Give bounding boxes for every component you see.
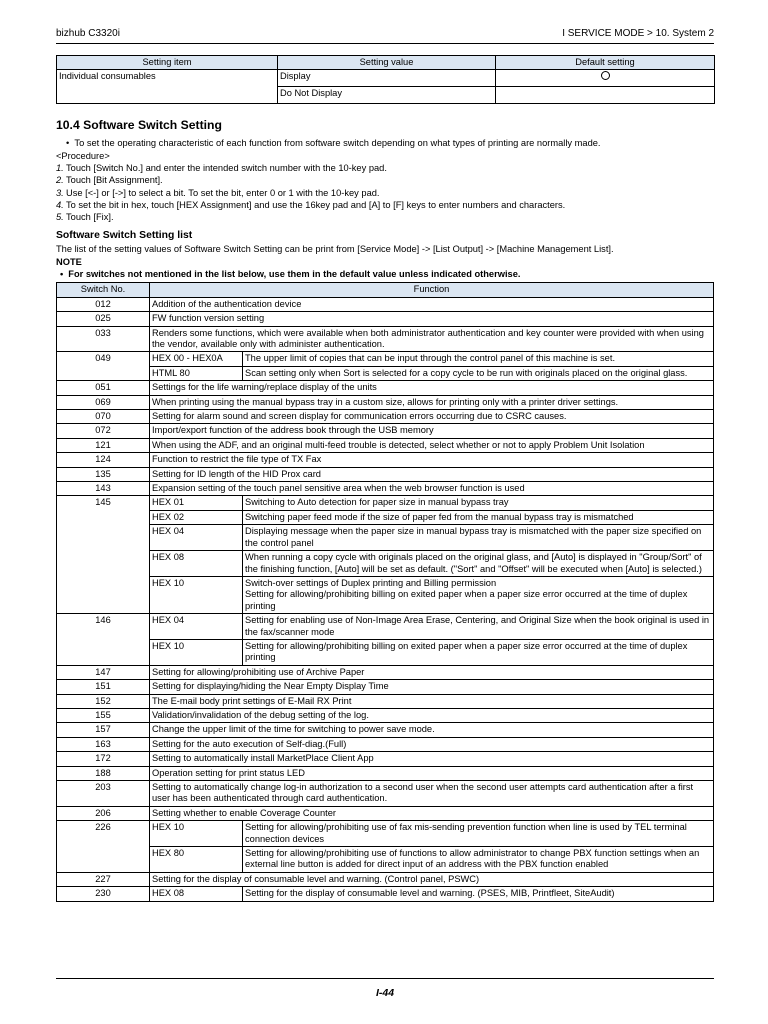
table-row [57,766,714,780]
table-row [57,665,714,679]
table-row [57,737,714,751]
table-row [57,424,714,438]
switch-function: Setting to automatically change log-in authorization to a second user when the second user attempts card authentication after a first user has been authenticated through card authentication. [150,781,714,807]
settings-value-hide: Do Not Display [278,87,496,104]
switch-number: 033 [57,326,150,352]
settings-default-empty [496,87,715,104]
switch-function: Setting for the display of consumable level and warning. (Control panel, PSWC) [150,872,714,886]
settings-value-display: Display [278,70,496,87]
switch-number: 172 [57,752,150,766]
list-description: The list of the setting values of Software Switch Setting can be print from [Service Mode] -> [List Output] -> [Machine Management List]. [56,244,614,255]
switch-number: 025 [57,312,150,326]
procedure-label: <Procedure> [56,150,110,161]
header-breadcrumb: I SERVICE MODE > 10. System 2 [562,28,714,39]
switch-number: 121 [57,438,150,452]
switch-number: 069 [57,395,150,409]
table-row [57,680,714,694]
switch-function: Expansion setting of the touch panel sensitive area when the web browser function is used [150,482,714,496]
switch-number: 230 [57,887,150,901]
table-row [57,781,714,807]
table-row [57,639,714,665]
table-row [57,381,714,395]
table-row [57,847,714,873]
switch-function: The upper limit of copies that can be input through the control panel of this machine is set. [243,352,714,366]
switch-function: Switching paper feed mode if the size of paper fed from the manual bypass tray is mismatched [243,510,714,524]
switch-function: Setting for allowing/prohibiting use of functions to allow administrator to change PBX function settings when an external line button is added for direct input of an address with the PBX function enabled [243,847,714,873]
table-row [57,395,714,409]
table-row [57,510,714,524]
table-row [57,525,714,551]
switch-function: Renders some functions, which were available when both administrator authentication and key counter were provided with when using the vendor, available only with administer authentication. [150,326,714,352]
switch-bit-key: HEX 02 [150,510,243,524]
procedure-step [56,187,714,199]
table-row [57,708,714,722]
table-row [57,694,714,708]
table-row [57,297,714,311]
procedure-step [56,199,714,211]
switch-function: When running a copy cycle with originals placed on the original glass, and [Auto] is displayed in "Group/Sort" of the finishing function, [Auto] will be set as default. ("Sort" and "Offset" will be executed when [Auto] is selected.) [243,551,714,577]
switch-number: 145 [57,496,150,614]
switch-function: Switching to Auto detection for paper size in manual bypass tray [243,496,714,510]
switch-number: 163 [57,737,150,751]
procedure-step [56,162,714,174]
intro-block [56,137,714,223]
switch-bit-key: HEX 10 [150,639,243,665]
table-row [57,482,714,496]
table-row [57,366,714,380]
switch-bit-key: HEX 10 [150,576,243,613]
switch-number: 143 [57,482,150,496]
step-number: 5. [56,212,64,223]
switch-function: Addition of the authentication device [150,297,714,311]
switch-function: Setting for the auto execution of Self-diag.(Full) [150,737,714,751]
page-footer [56,978,714,999]
step-number: 2. [56,175,64,186]
switch-function: Setting for alarm sound and screen display for communication errors occurring due to CSRC causes. [150,410,714,424]
switch-bit-key: HTML 80 [150,366,243,380]
switch-bit-key: HEX 04 [150,525,243,551]
table-row [57,551,714,577]
table-row [57,467,714,481]
procedure-steps [56,162,714,223]
table-row [57,576,714,613]
step-number: 3. [56,187,64,198]
switch-function: FW function version setting [150,312,714,326]
section-title: 10.4 Software Switch Setting [56,118,222,133]
switch-function: Setting whether to enable Coverage Counter [150,806,714,820]
switch-function: Setting for allowing/prohibiting use of fax mis-sending prevention function when line is used by TEL terminal connection devices [243,821,714,847]
switch-function: Import/export function of the address book through the USB memory [150,424,714,438]
header-model: bizhub C3320i [56,28,120,39]
switch-number: 051 [57,381,150,395]
document-page [56,28,714,902]
step-text: Touch [Fix]. [66,212,114,223]
step-text: Use [<-] or [->] to select a bit. To set the bit, enter 0 or 1 with the 10-key pad. [66,187,380,198]
switch-number: 072 [57,424,150,438]
table-row [57,312,714,326]
default-circle-icon [601,71,610,80]
settings-item: Individual consumables [57,70,278,104]
switch-number: 049 [57,352,150,381]
table-row [57,806,714,820]
switch-function: Setting to automatically install MarketPlace Client App [150,752,714,766]
note-label: NOTE [56,256,82,267]
table-row [57,352,714,366]
step-number: 4. [56,199,64,210]
switch-function: When using the ADF, and an original multi-feed trouble is detected, select whether or not to apply Problem Unit Isolation [150,438,714,452]
step-text: Touch [Switch No.] and enter the intended switch number with the 10-key pad. [66,163,387,173]
switch-header-no: Switch No. [57,283,150,297]
switch-function: Scan setting only when Sort is selected for a copy cycle to be run with originals placed on the original glass. [243,366,714,380]
switch-bit-key: HEX 01 [150,496,243,510]
table-row [57,821,714,847]
switch-bit-key: HEX 04 [150,614,243,640]
switch-function: Settings for the life warning/replace display of the units [150,381,714,395]
table-row [57,326,714,352]
intro-bullet-text: To set the operating characteristic of each function from software switch depending on what types of printing are normally made. [74,138,601,149]
list-title: Software Switch Setting list [56,230,193,242]
table-row [57,438,714,452]
switch-function: Displaying message when the paper size in manual bypass tray is mismatched with the paper size specified on the control panel [243,525,714,551]
switch-number: 157 [57,723,150,737]
switch-function: Setting for the display of consumable level and warning. (PSES, MIB, Printfleet, SiteAudit) [243,887,714,901]
switch-number: 206 [57,806,150,820]
table-row [57,887,714,901]
table-row [57,723,714,737]
switch-function: Validation/invalidation of the debug setting of the log. [150,708,714,722]
switch-function: Setting for displaying/hiding the Near Empty Display Time [150,680,714,694]
switch-function: Switch-over settings of Duplex printing and Billing permission Setting for allowing/prohibiting billing on exited paper when a paper size error occurred at the time of duplex printing [243,576,714,613]
settings-header-item: Setting item [57,56,278,70]
switch-function: Setting for allowing/prohibiting billing on exited paper when a paper size error occurred at the time of duplex printing [243,639,714,665]
step-text: Touch [Bit Assignment]. [66,175,163,186]
table-row [57,752,714,766]
settings-header-default: Default setting [496,56,715,70]
switch-number: 152 [57,694,150,708]
settings-table [56,55,715,104]
procedure-step [56,174,714,186]
table-row [57,614,714,640]
table-row [57,410,714,424]
switch-function: Function to restrict the file type of TX Fax [150,453,714,467]
switch-function: Operation setting for print status LED [150,766,714,780]
table-row [57,496,714,510]
switch-number: 146 [57,614,150,666]
step-number: 1. [56,163,64,173]
switch-number: 147 [57,665,150,679]
settings-header-value: Setting value [278,56,496,70]
switch-number: 070 [57,410,150,424]
switch-number: 188 [57,766,150,780]
switch-function: Change the upper limit of the time for switching to power save mode. [150,723,714,737]
switch-function: Setting for allowing/prohibiting use of Archive Paper [150,665,714,679]
page-header [56,28,714,44]
procedure-step [56,211,714,223]
settings-default-cell [496,70,715,87]
switch-bit-key: HEX 00 - HEX0A [150,352,243,366]
switch-bit-key: HEX 08 [150,551,243,577]
switch-header-function: Function [150,283,714,297]
switch-number: 155 [57,708,150,722]
switch-function: Setting for enabling use of Non-Image Area Erase, Centering, and Original Size when the book original is used in the fax/scanner mode [243,614,714,640]
switch-function: The E-mail body print settings of E-Mail RX Print [150,694,714,708]
switch-function: When printing using the manual bypass tray in a custom size, allows for printing only with a printer driver settings. [150,395,714,409]
switch-number: 226 [57,821,150,873]
intro-bullet: • To set the operating characteristic of each function from software switch depending on what types of printing are normally made. [66,138,601,149]
switch-number: 151 [57,680,150,694]
table-row [57,453,714,467]
switch-bit-key: HEX 08 [150,887,243,901]
note-text: • For switches not mentioned in the list below, use them in the default value unless indicated otherwise. [56,268,714,280]
table-row [57,872,714,886]
switch-number: 012 [57,297,150,311]
switch-number: 203 [57,781,150,807]
switch-function: Setting for ID length of the HID Prox card [150,467,714,481]
page-number: I-44 [375,987,395,999]
switch-bit-key: HEX 80 [150,847,243,873]
switch-number: 124 [57,453,150,467]
switch-number: 135 [57,467,150,481]
switch-table [56,282,714,901]
switch-bit-key: HEX 10 [150,821,243,847]
step-text: To set the bit in hex, touch [HEX Assignment] and use the 16key pad and [A] to [F] keys to enter numbers and characters. [66,199,566,210]
switch-number: 227 [57,872,150,886]
